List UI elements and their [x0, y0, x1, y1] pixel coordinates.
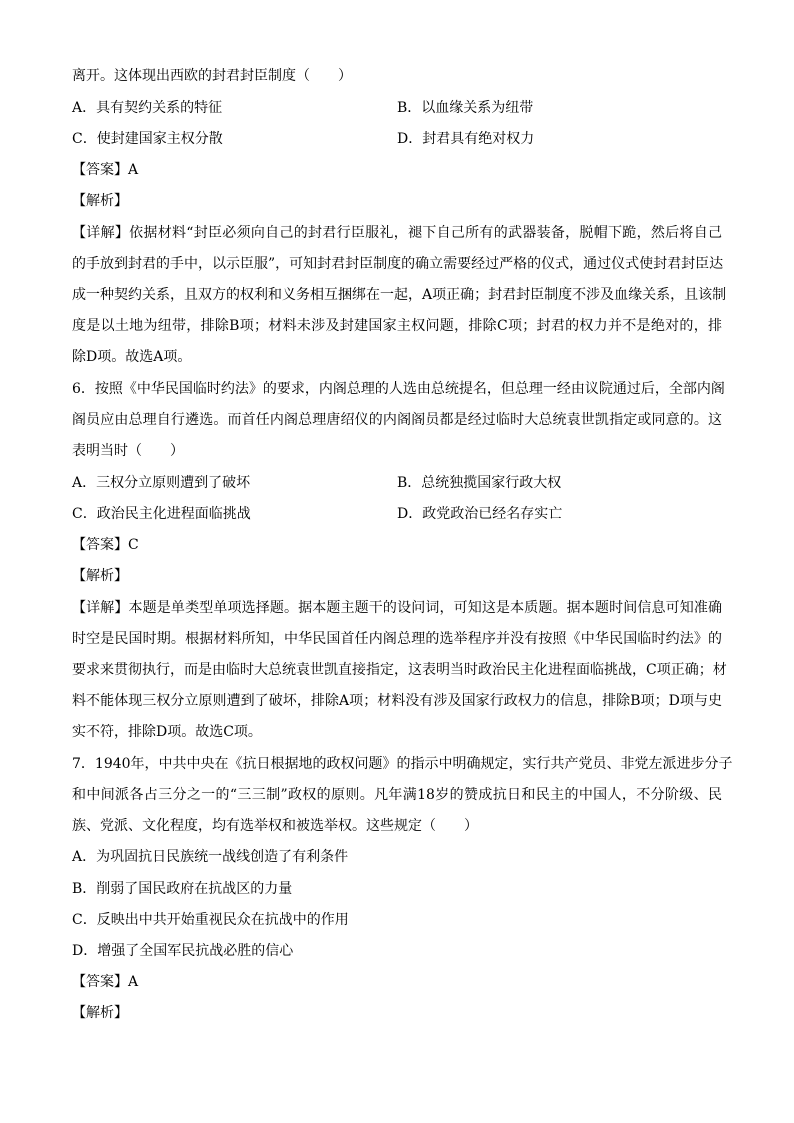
- q6-detail-line: 要求来贯彻执行，而是由临时大总统袁世凯直接指定，这表明当时政治民主化进程面临挑战，C项正确；材: [72, 662, 727, 678]
- q7-stem-line: 族、党派、文化程度，均有选举权和被选举权。这些规定（ ）: [72, 818, 478, 834]
- q7-answer: 【答案】A: [72, 974, 139, 990]
- q6-detail-line: 【详解】本题是单类型单项选择题。据本题主题干的设问词，可知这是本质题。据本题时间信息可知准确: [72, 600, 722, 616]
- q5-option-c: C．使封建国家主权分散: [72, 131, 223, 147]
- q5-detail-line: 除D项。故选A项。: [72, 349, 192, 365]
- q6-option-a: A．三权分立原则遭到了破坏: [72, 475, 251, 491]
- q6-option-c: C．政治民主化进程面临挑战: [72, 506, 251, 522]
- q5-option-a: A．具有契约关系的特征: [72, 100, 223, 116]
- q7-option-c: C．反映出中共开始重视民众在抗战中的作用: [72, 912, 349, 928]
- q6-detail-line: 料不能体现三权分立原则遭到了破坏，排除A项；材料没有涉及国家行政权力的信息，排除B项；D项与史: [72, 693, 722, 709]
- q6-option-d: D．政党政治已经名存实亡: [397, 506, 563, 522]
- q5-stem-tail: 离开。这体现出西欧的封君封臣制度（ ）: [72, 68, 352, 84]
- q5-detail-line: 成一种契约关系，且双方的权利和义务相互捆绑在一起，A项正确；封君封臣制度不涉及血缘关系，且该制: [72, 287, 727, 303]
- q6-stem-line: 6．按照《中华民国临时约法》的要求，内阁总理的人选由总统提名，但总理一经由议院通过后，全部内阁: [72, 381, 725, 397]
- q5-answer: 【答案】A: [72, 162, 139, 178]
- q6-answer: 【答案】C: [72, 537, 139, 553]
- q7-option-b: B．削弱了国民政府在抗战区的力量: [72, 881, 293, 897]
- q6-stem-line: 阁员应由总理自行遴选。而首任内阁总理唐绍仪的内阁阁员都是经过临时大总统袁世凯指定或同意的。这: [72, 412, 722, 428]
- q6-detail-line: 时空是民国时期。根据材料所知，中华民国首任内阁总理的选举程序并没有按照《中华民国临时约法》的: [72, 631, 722, 647]
- q7-option-d: D．增强了全国军民抗战必胜的信心: [72, 943, 294, 959]
- q5-detail-line: 【详解】依据材料“封臣必须向自己的封君行臣服礼，褪下自己所有的武器装备，脱帽下跪，然后将自己: [72, 225, 722, 241]
- q6-analysis-tag: 【解析】: [72, 568, 128, 584]
- q7-stem-line: 7．1940年，中共中央在《抗日根据地的政权问题》的指示中明确规定，实行共产党员、非党左派进步分子: [72, 756, 733, 772]
- q5-option-b: B．以血缘关系为纽带: [397, 100, 534, 116]
- q5-detail-line: 度是以土地为纽带，排除B项；材料未涉及封建国家主权问题，排除C项；封君的权力并不是绝对的，排: [72, 318, 722, 334]
- q7-analysis-tag: 【解析】: [72, 1005, 128, 1021]
- q5-option-d: D．封君具有绝对权力: [397, 131, 535, 147]
- q6-option-b: B．总统独揽国家行政大权: [397, 475, 562, 491]
- q7-stem-line: 和中间派各占三分之一的“三三制”政权的原则。凡年满18岁的赞成抗日和民主的中国人，不分阶级、民: [72, 787, 722, 803]
- q6-detail-line: 实不符，排除D项。故选C项。: [72, 724, 262, 740]
- q5-analysis-tag: 【解析】: [72, 193, 128, 209]
- q6-stem-line: 表明当时（ ）: [72, 443, 184, 459]
- q5-detail-line: 的手放到封君的手中，以示臣服”，可知封君封臣制度的确立需要经过严格的仪式，通过仪式使封君封臣达: [72, 256, 724, 272]
- q7-option-a: A．为巩固抗日民族统一战线创造了有利条件: [72, 849, 349, 865]
